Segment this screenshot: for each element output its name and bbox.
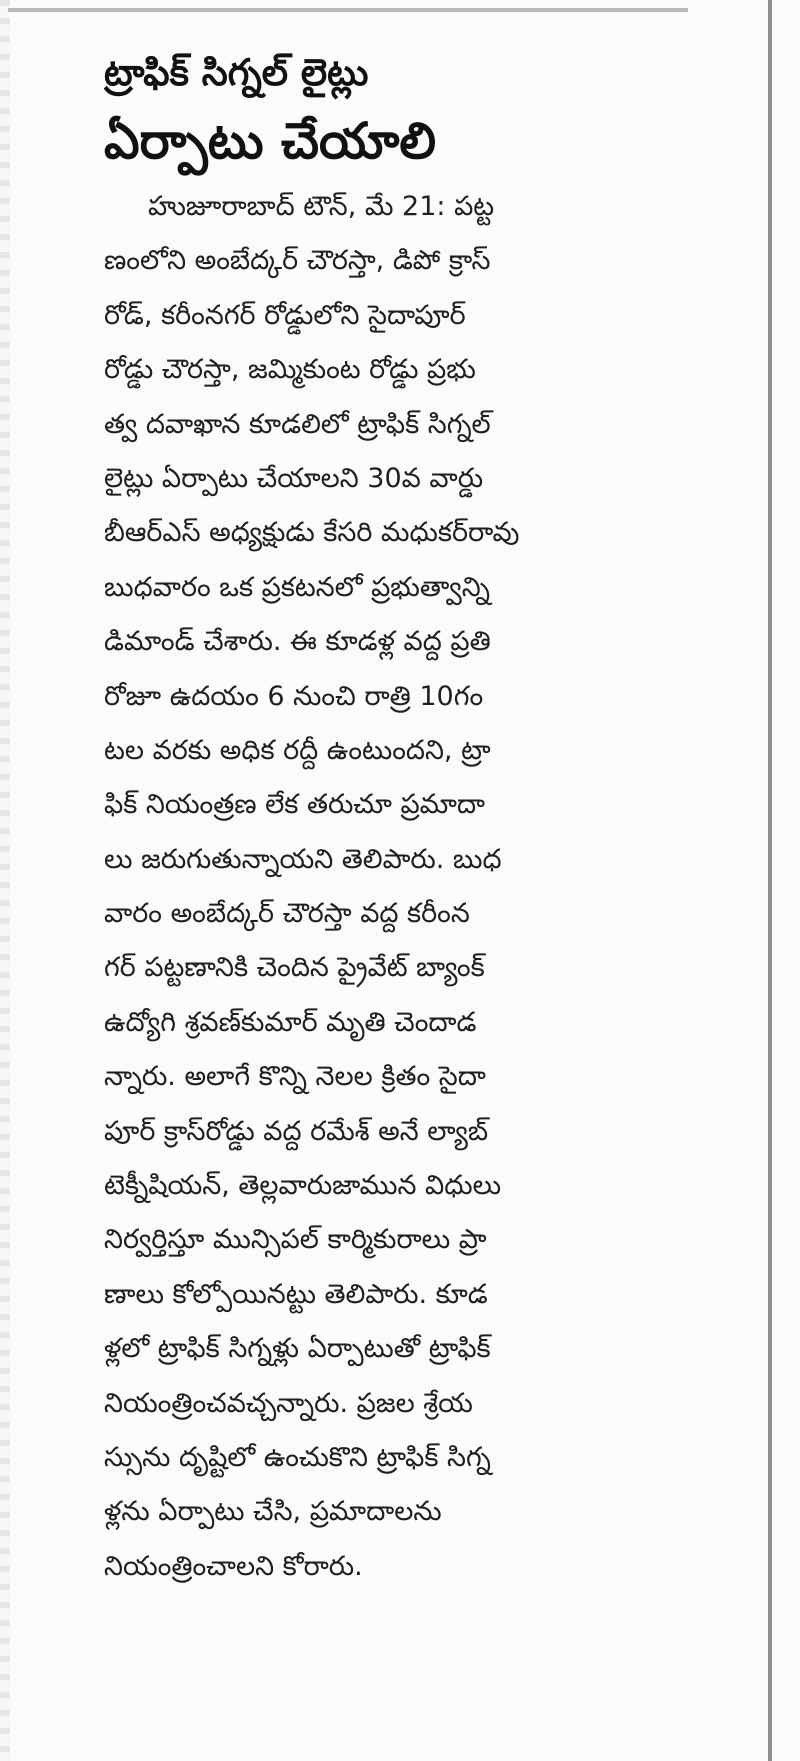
- headline-line-2: ఏర్పాటు చేయాలి: [104, 112, 437, 170]
- article-body-line: బీఆర్ఎస్ అధ్యక్షుడు కేసరి మధుకర్‌రావు: [104, 517, 520, 549]
- article-body-line: న్నారు. అలాగే కొన్ని నెలల క్రితం సైదా: [104, 1061, 486, 1093]
- article-body-line: నియంత్రించవచ్చన్నారు. ప్రజల శ్రేయ: [104, 1387, 473, 1419]
- headline-line-1: ట్రాఫిక్ సిగ్నల్ లైట్లు: [104, 51, 369, 94]
- article-body-line: ఫిక్ నియంత్రణ లేక తరుచూ ప్రమాదా: [104, 789, 485, 821]
- article-body-line: బుధవారం ఒక ప్రకటనలో ప్రభుత్వాన్ని: [104, 571, 490, 603]
- article-body-line: రోడ్, కరీంనగర్ రోడ్డులోని సైదాపూర్: [104, 299, 466, 331]
- article-body-line: టెక్నీషియన్, తెల్లవారుజామున విధులు: [104, 1170, 502, 1202]
- article-body-line: త్వ దవాఖాన కూడలిలో ట్రాఫిక్ సిగ్నల్: [104, 408, 491, 440]
- article-body-line: ణంలోని అంబేద్కర్ చౌరస్తా, డిపో క్రాస్: [104, 245, 491, 277]
- article-body-line: ళ్లలో ట్రాఫిక్ సిగ్నళ్లు ఏర్పాటుతో ట్రాఫిక్: [104, 1333, 491, 1365]
- adjacent-column-edge: [0, 0, 10, 1761]
- article-body-line: లు జరుగుతున్నాయని తెలిపారు. బుధ: [104, 843, 502, 875]
- article-body-line: డిమాండ్ చేశారు. ఈ కూడళ్ల వద్ద ప్రతి: [104, 626, 491, 658]
- article-body-line: నియంత్రించాలని కోరారు.: [104, 1550, 363, 1582]
- article-body-line: స్సును దృష్టిలో ఉంచుకొని ట్రాఫిక్ సిగ్న: [104, 1441, 491, 1473]
- article-body-line: రోడ్డు చౌరస్తా, జమ్మికుంట రోడ్డు ప్రభు: [104, 354, 476, 386]
- article-body-line: ణాలు కోల్పోయినట్టు తెలిపారు. కూడ: [104, 1278, 488, 1310]
- article-body-line: పూర్ క్రాస్‌రోడ్డు వద్ద రమేశ్ అనే ల్యాబ్: [104, 1115, 489, 1147]
- article-body-line: గర్ పట్టణానికి చెందిన ప్రైవేట్ బ్యాంక్: [104, 952, 485, 984]
- article-body-line: హుజూరాబాద్ టౌన్, మే 21: పట్ట: [148, 191, 495, 222]
- article-body-line: రోజూ ఉదయం 6 నుంచి రాత్రి 10గం: [104, 680, 484, 712]
- article-body-line: వారం అంబేద్కర్ చౌరస్తా వద్ద కరీంన: [104, 898, 470, 930]
- article-body-line: ళ్లను ఏర్పాటు చేసి, ప్రమాదాలను: [104, 1496, 442, 1528]
- article-body-line: లైట్లు ఏర్పాటు చేయాలని 30వ వార్డు: [104, 462, 484, 494]
- article-body-line: టల వరకు అధిక రద్దీ ఉంటుందని, ట్రా: [104, 734, 491, 766]
- article-body-line: నిర్వర్తిస్తూ మున్సిపల్ కార్మికురాలు ప్రా: [104, 1224, 487, 1256]
- top-divider-rule: [8, 8, 688, 12]
- column-divider-rule: [768, 0, 772, 1761]
- news-article: [104, 44, 702, 1594]
- article-body-line: ఉద్యోగి శ్రవణ్‌కుమార్ మృతి చెందాడ: [104, 1006, 477, 1038]
- article-body: [104, 180, 702, 1594]
